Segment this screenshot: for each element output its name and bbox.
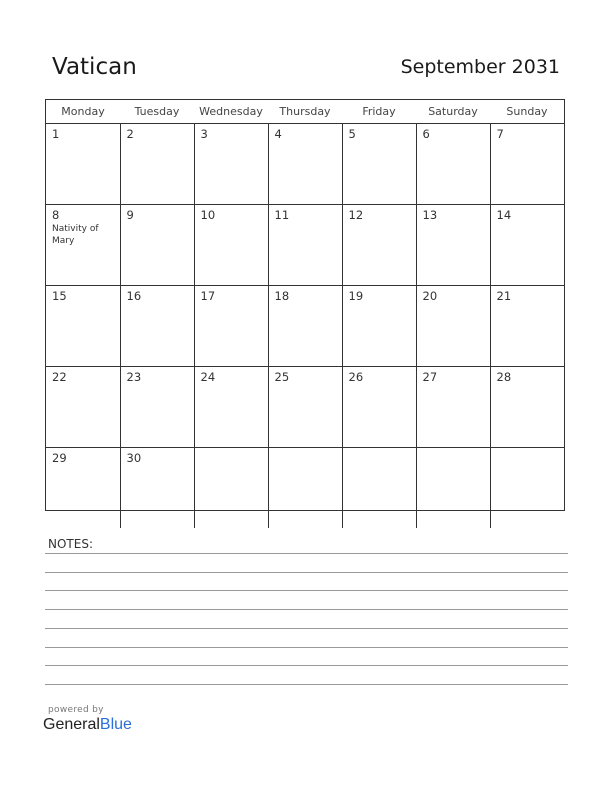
day-number: 30 [126,451,142,465]
day-cell [194,448,268,529]
day-number: 21 [496,289,512,303]
day-cell [416,367,490,448]
day-number: 20 [422,289,438,303]
week-row [46,124,564,205]
calendar-body [46,124,564,529]
day-cell [120,367,194,448]
day-number: 3 [200,127,208,141]
week-row [46,205,564,286]
day-cell [46,205,120,286]
day-number: 17 [200,289,216,303]
month-year-title: September 2031 [400,56,560,78]
day-number: 24 [200,370,216,384]
weekday-header-sunday: Sunday [490,100,564,124]
day-cell [120,448,194,529]
day-number: 19 [348,289,364,303]
notes-label: NOTES: [48,537,93,551]
day-cell [490,286,564,367]
generalblue-logo [43,716,132,734]
weekday-header-thursday: Thursday [268,100,342,124]
weekday-header-saturday: Saturday [416,100,490,124]
week-row [46,448,564,529]
day-number: 9 [126,208,134,222]
day-cell [120,205,194,286]
day-number: 28 [496,370,512,384]
powered-by-text: powered by [48,705,104,715]
day-cell [194,286,268,367]
day-cell [416,205,490,286]
note-line [45,572,568,573]
day-cell [342,124,416,205]
day-cell [342,448,416,529]
note-line [45,609,568,610]
day-number: 22 [52,370,67,384]
day-cell [416,448,490,529]
weekday-header-monday: Monday [46,100,120,124]
day-cell [194,367,268,448]
day-number: 25 [274,370,290,384]
day-number: 8 [52,208,60,222]
note-line [45,553,568,554]
week-row [46,286,564,367]
day-cell [342,205,416,286]
day-cell [46,124,120,205]
day-cell [342,367,416,448]
note-line [45,684,568,685]
day-cell [194,205,268,286]
day-number: 1 [52,127,60,141]
day-cell [490,205,564,286]
day-number: 5 [348,127,356,141]
day-number: 11 [274,208,290,222]
day-cell [416,286,490,367]
note-line [45,647,568,648]
day-number: 18 [274,289,290,303]
day-cell [46,367,120,448]
day-number: 6 [422,127,430,141]
day-cell [490,448,564,529]
day-number: 2 [126,127,134,141]
day-number: 10 [200,208,216,222]
day-number: 4 [274,127,282,141]
country-title: Vatican [52,54,137,80]
logo-blue-text: Blue [99,716,132,733]
day-cell [268,448,342,529]
note-line [45,665,568,666]
weekday-header-row [46,100,564,124]
day-number: 26 [348,370,364,384]
day-cell [46,448,120,529]
day-cell [416,124,490,205]
day-cell [490,124,564,205]
day-number: 14 [496,208,512,222]
day-number: 29 [52,451,67,465]
day-cell [120,286,194,367]
weekday-header-wednesday: Wednesday [194,100,268,124]
day-number: 16 [126,289,142,303]
day-number: 27 [422,370,438,384]
day-cell [194,124,268,205]
day-number: 12 [348,208,364,222]
note-line [45,628,568,629]
day-cell [120,124,194,205]
day-cell [490,367,564,448]
day-cell [268,367,342,448]
day-number: 13 [422,208,438,222]
day-number: 7 [496,127,504,141]
day-number: 23 [126,370,142,384]
week-row [46,367,564,448]
day-cell [268,205,342,286]
weekday-header-tuesday: Tuesday [120,100,194,124]
holiday-label: Nativity of Mary [52,224,99,246]
day-cell [268,124,342,205]
calendar-grid [45,99,565,511]
note-line [45,590,568,591]
day-number: 15 [52,289,67,303]
day-cell [342,286,416,367]
logo-general-text: General [43,716,100,733]
day-cell [268,286,342,367]
weekday-header-friday: Friday [342,100,416,124]
day-cell [46,286,120,367]
